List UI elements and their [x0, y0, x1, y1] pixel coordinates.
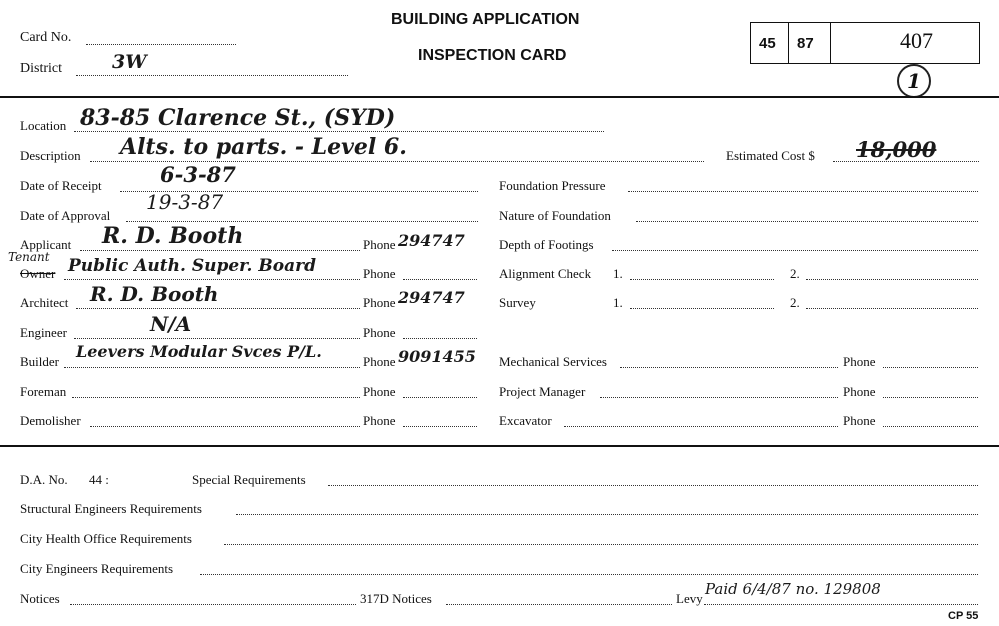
excavator-phone-line: [883, 426, 978, 427]
builder-label: Builder: [20, 354, 59, 369]
demolisher-phone-label: Phone: [363, 413, 396, 428]
engineer-line: [74, 338, 360, 339]
estimated-cost-label: Estimated Cost $: [726, 148, 815, 163]
city-engineers-requirements-line: [200, 574, 978, 575]
box-number-2: 87: [797, 35, 814, 52]
card-no-line: [86, 44, 236, 45]
location-value: 83-85 Clarence St., (SYD): [80, 105, 396, 131]
317d-notices-label: 317D Notices: [360, 591, 432, 606]
owner-phone-line: [403, 279, 477, 280]
alignment-1-line: [630, 279, 774, 280]
builder-line: [64, 367, 360, 368]
nature-foundation-line: [636, 221, 978, 222]
builder-phone-value: 9091455: [398, 347, 476, 366]
depth-footings-line: [612, 250, 978, 251]
engineer-phone-line: [403, 338, 477, 339]
title-line1: BUILDING APPLICATION: [391, 11, 580, 28]
317d-notices-line: [446, 604, 672, 605]
da-label: D.A. No.: [20, 472, 68, 487]
box-divider-1: [788, 23, 789, 63]
foundation-pressure-label: Foundation Pressure: [499, 178, 606, 193]
description-value: Alts. to parts. - Level 6.: [120, 134, 407, 160]
demolisher-label: Demolisher: [20, 413, 81, 428]
box-number-1: 45: [759, 35, 776, 52]
applicant-phone-label: Phone: [363, 237, 396, 252]
project-manager-phone-label: Phone: [843, 384, 876, 399]
demolisher-line: [90, 426, 360, 427]
location-line: [74, 131, 604, 132]
box-number-3: 407: [900, 28, 933, 53]
header-rule: [0, 96, 999, 98]
foundation-pressure-line: [628, 191, 978, 192]
foreman-label: Foreman: [20, 384, 67, 399]
project-manager-label: Project Manager: [499, 384, 586, 399]
form-code: CP 55: [948, 610, 979, 622]
mechanical-line: [620, 367, 838, 368]
nature-foundation-label: Nature of Foundation: [499, 208, 611, 223]
notices-line: [70, 604, 356, 605]
da-value: 44 :: [89, 472, 109, 487]
card-no-label: Card No.: [20, 30, 72, 45]
depth-footings-label: Depth of Footings: [499, 237, 594, 252]
structural-requirements-label: Structural Engineers Requirements: [20, 501, 202, 516]
date-receipt-value: 6-3-87: [160, 162, 236, 187]
special-requirements-line: [328, 485, 978, 486]
description-label: Description: [20, 148, 81, 163]
circled-number: 1: [897, 64, 931, 98]
applicant-phone-value: 294747: [398, 231, 465, 250]
tenant-label: Tenant: [8, 250, 50, 264]
excavator-phone-label: Phone: [843, 413, 876, 428]
survey-label: Survey: [499, 295, 536, 310]
survey-2-line: [806, 308, 978, 309]
builder-value: Leevers Modular Svces P/L.: [76, 342, 322, 361]
survey-2: 2.: [790, 295, 800, 310]
card-number-box: [750, 22, 980, 64]
demolisher-phone-line: [403, 426, 477, 427]
alignment-2: 2.: [790, 266, 800, 281]
date-approval-value: 19-3-87: [146, 190, 224, 214]
survey-1: 1.: [613, 295, 623, 310]
special-requirements-label: Special Requirements: [192, 472, 306, 487]
architect-value: R. D. Booth: [90, 282, 219, 306]
architect-line: [76, 308, 360, 309]
mechanical-phone-line: [883, 367, 978, 368]
levy-label: Levy: [676, 591, 703, 606]
title-line2: INSPECTION CARD: [418, 47, 567, 64]
mechanical-label: Mechanical Services: [499, 354, 607, 369]
date-approval-label: Date of Approval: [20, 208, 111, 223]
date-approval-line: [126, 221, 478, 222]
architect-phone-value: 294747: [398, 288, 465, 307]
foreman-line: [72, 397, 360, 398]
owner-label: Owner: [20, 266, 56, 281]
health-requirements-line: [224, 544, 978, 545]
district-line: [76, 75, 348, 76]
city-engineers-requirements-label: City Engineers Requirements: [20, 561, 174, 576]
excavator-line: [564, 426, 838, 427]
owner-line: [64, 279, 360, 280]
owner-value: Public Auth. Super. Board: [68, 256, 316, 276]
survey-1-line: [630, 308, 774, 309]
levy-line: [704, 604, 978, 605]
excavator-label: Excavator: [499, 413, 552, 428]
applicant-value: R. D. Booth: [102, 223, 244, 249]
project-manager-line: [600, 397, 838, 398]
fields-rule: [0, 445, 999, 447]
notices-label: Notices: [20, 591, 60, 606]
foreman-phone-label: Phone: [363, 384, 396, 399]
architect-label: Architect: [20, 295, 69, 310]
district-label: District: [20, 61, 62, 76]
applicant-line: [80, 250, 360, 251]
levy-value: Paid 6/4/87 no. 129808: [705, 580, 881, 598]
engineer-value: N/A: [150, 312, 192, 336]
alignment-1: 1.: [613, 266, 623, 281]
mechanical-phone-label: Phone: [843, 354, 876, 369]
location-label: Location: [20, 118, 67, 133]
box-divider-2: [830, 23, 831, 63]
structural-requirements-line: [236, 514, 978, 515]
alignment-label: Alignment Check: [499, 266, 592, 281]
alignment-2-line: [806, 279, 978, 280]
architect-phone-label: Phone: [363, 295, 396, 310]
health-requirements-label: City Health Office Requirements: [20, 531, 192, 546]
date-receipt-label: Date of Receipt: [20, 178, 102, 193]
engineer-label: Engineer: [20, 325, 67, 340]
district-value: 3W: [112, 51, 147, 73]
applicant-label: Applicant: [20, 237, 72, 252]
foreman-phone-line: [403, 397, 477, 398]
estimated-cost-value: 18,000: [856, 137, 937, 162]
engineer-phone-label: Phone: [363, 325, 396, 340]
builder-phone-label: Phone: [363, 354, 396, 369]
project-manager-phone-line: [883, 397, 978, 398]
owner-phone-label: Phone: [363, 266, 396, 281]
